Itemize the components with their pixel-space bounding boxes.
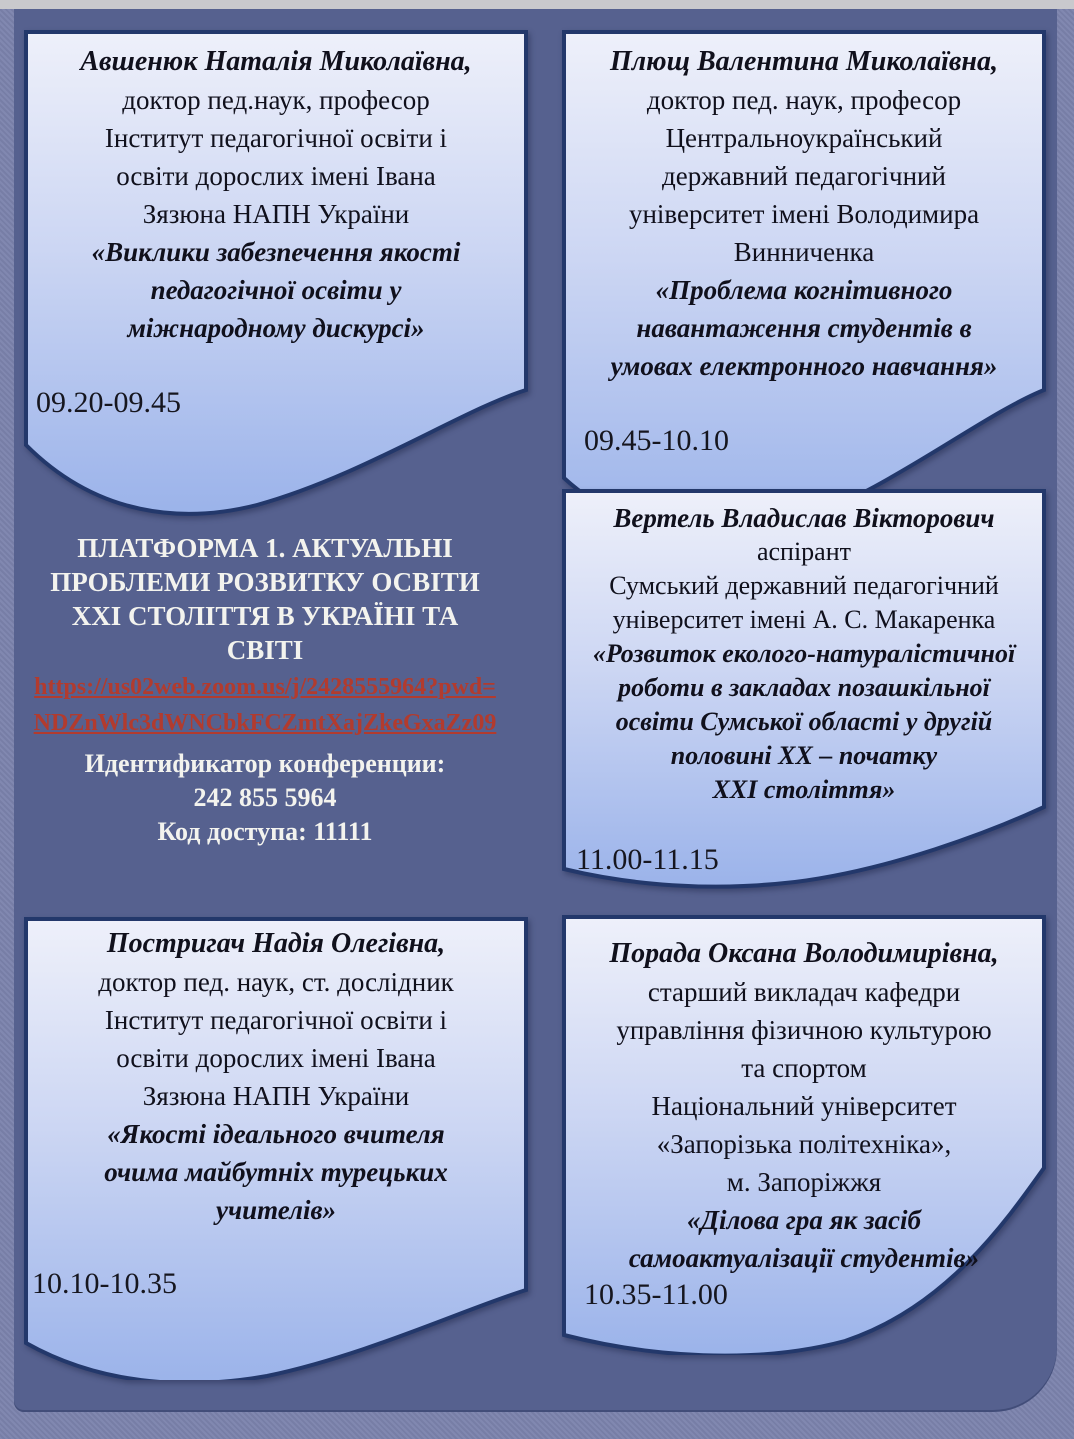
talk-title-line: освіти Сумської області у другій bbox=[615, 707, 993, 736]
speaker-degree: доктор пед. наук, ст. дослідник bbox=[98, 967, 454, 997]
session-time: 10.35-11.00 bbox=[584, 1278, 728, 1311]
meeting-id-label: Идентификатор конференции: bbox=[84, 749, 446, 778]
platform-title-line: ПЛАТФОРМА 1. АКТУАЛЬНІ bbox=[77, 533, 453, 563]
talk-title-line: «Виклики забезпечення якості bbox=[91, 237, 461, 267]
talk-title-line: міжнародному дискурсі» bbox=[127, 313, 425, 343]
platform-title-line: XXI СТОЛІТТЯ В УКРАЇНІ ТА bbox=[71, 601, 459, 631]
speaker-affiliation-line: освіти дорослих імені Івана bbox=[116, 1043, 436, 1073]
talk-title-line: самоактуалізації студентів» bbox=[628, 1243, 980, 1273]
speaker-degree: доктор пед.наук, професор bbox=[122, 85, 430, 115]
session-card-postryhach bbox=[22, 915, 530, 1380]
talk-title-line: «Розвиток еколого-натуралістичної bbox=[592, 639, 1016, 668]
speaker-name: Вертель Владислав Вікторович bbox=[613, 503, 995, 533]
speaker-affiliation-line: Центральноукраїнський bbox=[665, 123, 943, 153]
platform-title-line: СВІТІ bbox=[226, 635, 304, 665]
top-strip bbox=[0, 0, 1074, 9]
session-card-avshenyuk bbox=[22, 28, 530, 528]
speaker-name: Порада Оксана Володимирівна, bbox=[609, 938, 999, 969]
meeting-id: 242 855 5964 bbox=[193, 783, 337, 812]
speaker-affiliation-line: державний педагогічний bbox=[662, 161, 946, 191]
talk-title-line: педагогічної освіти у bbox=[150, 275, 402, 305]
speaker-affiliation-line: Інститут педагогічної освіти і bbox=[104, 1005, 448, 1035]
speaker-affiliation-line: Інститут педагогічної освіти і bbox=[104, 123, 448, 153]
session-time: 09.20-09.45 bbox=[36, 386, 181, 419]
session-time: 09.45-10.10 bbox=[584, 424, 729, 457]
talk-title-line: учителів» bbox=[215, 1195, 337, 1225]
speaker-affiliation-line: Національний університет bbox=[651, 1091, 957, 1121]
talk-title-line: XXI століття» bbox=[712, 775, 896, 804]
speaker-name: Плющ Валентина Миколаївна, bbox=[610, 46, 998, 77]
zoom-meeting-link[interactable]: https://us02web.zoom.us/j/2428555964?pwd=NDZnWlc3dWNCbkFCZmtXajZkeGxaZz09 bbox=[33, 674, 497, 736]
speaker-affiliation-line: «Запорізька політехніка», bbox=[656, 1129, 952, 1159]
talk-title-line: «Ділова гра як засіб bbox=[687, 1205, 921, 1235]
speaker-affiliation-line: м. Запоріжжя bbox=[726, 1167, 882, 1197]
speaker-affiliation-line: Зязюна НАПН України bbox=[142, 1081, 410, 1111]
meeting-credentials bbox=[30, 747, 500, 849]
speaker-affiliation-line: управління фізичною культурою bbox=[616, 1015, 992, 1045]
speaker-affiliation-line: освіти дорослих імені Івана bbox=[116, 161, 436, 191]
speaker-affiliation-line: університет імені Володимира bbox=[628, 199, 980, 229]
speaker-affiliation-line: Сумський державний педагогічний bbox=[609, 571, 999, 600]
speaker-name: Авшенюк Наталія Миколаївна, bbox=[80, 46, 472, 77]
platform-info-panel bbox=[30, 531, 500, 849]
talk-title-line: «Якості ідеального вчителя bbox=[107, 1119, 445, 1149]
session-card-vertel bbox=[560, 487, 1048, 892]
talk-title-line: умовах електронного навчання» bbox=[610, 351, 998, 381]
speaker-affiliation-line: та спортом bbox=[741, 1053, 867, 1083]
speaker-name: Постригач Надія Олегівна, bbox=[106, 928, 446, 959]
session-time: 11.00-11.15 bbox=[576, 843, 719, 876]
speaker-degree: старший викладач кафедри bbox=[647, 977, 961, 1007]
speaker-degree: доктор пед. наук, професор bbox=[646, 85, 962, 115]
speaker-affiliation-line: Зязюна НАПН України bbox=[142, 199, 410, 229]
speaker-degree: аспірант bbox=[756, 537, 852, 566]
talk-title-line: «Проблема когнітивного bbox=[655, 275, 953, 305]
talk-title-line: роботи в закладах позашкільної bbox=[618, 673, 990, 702]
platform-title-line: ПРОБЛЕМИ РОЗВИТКУ ОСВІТИ bbox=[50, 567, 480, 597]
talk-title-line: очима майбутніх турецьких bbox=[104, 1157, 448, 1187]
talk-title-line: половині XX – початку bbox=[670, 741, 938, 770]
speaker-affiliation-line: університет імені А. С. Макаренка bbox=[612, 605, 996, 634]
talk-title-line: навантаження студентів в bbox=[636, 313, 972, 343]
session-time: 10.10-10.35 bbox=[32, 1267, 177, 1300]
speaker-affiliation-line: Винниченка bbox=[733, 237, 875, 267]
session-card-porada bbox=[560, 913, 1048, 1355]
meeting-passcode: Код доступа: 11111 bbox=[157, 817, 373, 846]
